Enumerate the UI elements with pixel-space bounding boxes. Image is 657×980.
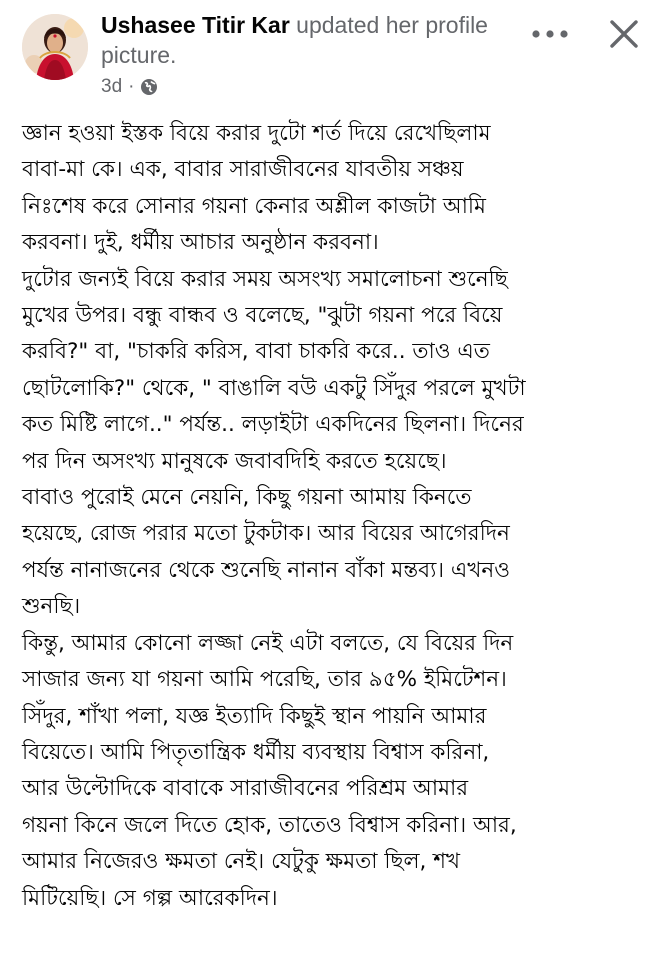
close-icon [609,19,639,49]
post-timestamp[interactable]: 3d [101,76,123,97]
more-horizontal-icon [530,29,570,39]
post-body-line: সিঁদুর, শাঁখা পলা, যজ্ঞ ইত্যাদি কিছুই স্থান পায়নি আমার [22,703,487,729]
post-body-line: পর্যন্ত নানাজনের থেকে শুনেছি নানান বাঁকা মন্তব্য। এখনও [22,557,511,583]
post-body-line: সাজার জন্য যা গয়না আমি পরেছি, তার ৯৫% ইমিটেশন। [22,667,507,693]
globe-icon[interactable] [140,78,158,96]
close-button[interactable] [602,12,646,56]
post-body-line: ছোটলোকি?" থেকে, " বাঙালি বউ একটু সিঁদুর পরলে মুখটা [22,375,526,401]
post-body-line: নিঃশেষ করে সোনার গয়না কেনার অশ্লীল কাজটা আমি [22,193,487,219]
post-body-line: কত মিষ্টি লাগে.." পর্যন্ত.. লড়াইটা একদিনের ছিলনা। দিনের [22,412,524,438]
post-body-line: দুটোর জন্যই বিয়ে করার সময় অসংখ্য সমালোচনা শুনেছি [22,266,508,292]
post-body-line: করবি?" বা, "চাকরি করিস, বাবা চাকরি করে.. তাও এত [22,339,490,365]
profile-picture-icon [22,14,88,80]
post-body-line: কিন্তু, আমার কোনো লজ্জা নেই এটা বলতে, যে বিয়ের দিন [22,630,514,656]
post-body-line: করবনা। দুই, ধর্মীয় আচার অনুষ্ঠান করবনা। [22,230,379,256]
post-body-line: পর দিন অসংখ্য মানুষকে জবাবদিহি করতে হয়েছে। [22,448,447,474]
post-meta [101,76,501,98]
post-body-line: আমার নিজেরও ক্ষমতা নেই। যেটুকু ক্ষমতা ছিল, শখ [22,849,461,875]
post-header-text [101,10,501,98]
post-body-line: গয়না কিনে জলে দিতে হোক, তাতেও বিশ্বাস করিনা। আর, [22,812,517,838]
post-body-line: বিয়েতে। আমি পিতৃতান্ত্রিক ধর্মীয় ব্যবস্থায় বিশ্বাস করিনা, [22,739,490,765]
post-body-line: জ্ঞান হওয়া ইস্তক বিয়ে করার দুটো শর্ত দিয়ে রেখেছিলাম [22,121,491,146]
post-body-line: বাবা-মা কে। এক, বাবার সারাজীবনের যাবতীয় সঞ্চয় [22,157,464,183]
author-name-link[interactable]: Ushasee Titir Kar [101,12,290,38]
post-body-line: মিটিয়েছি। সে গল্প আরেকদিন। [22,885,278,911]
post-body-line: বাবাও পুরোই মেনে নেয়নি, কিছু গয়না আমায় কিনতে [22,485,472,511]
avatar[interactable] [22,14,88,80]
meta-separator: · [128,76,135,97]
post-body-line: মুখের উপর। বন্ধু বান্ধব ও বলেছে, "ঝুটা গয়না পরে বিয়ে [22,303,503,329]
post-body-line: শুনছি। [22,594,81,620]
more-options-button[interactable] [524,16,576,52]
post-header [0,0,657,110]
post-body-line: আর উল্টোদিকে বাবাকে সারাজীবনের পরিশ্রম আমার [22,776,469,802]
post-body-line: হয়েছে, রোজ পরার মতো টুকটাক। আর বিয়ের আগেরদিন [22,521,510,547]
post-headline [101,10,501,70]
post-body-text [22,116,652,917]
post-action-text: updated her profile picture. [101,12,488,68]
